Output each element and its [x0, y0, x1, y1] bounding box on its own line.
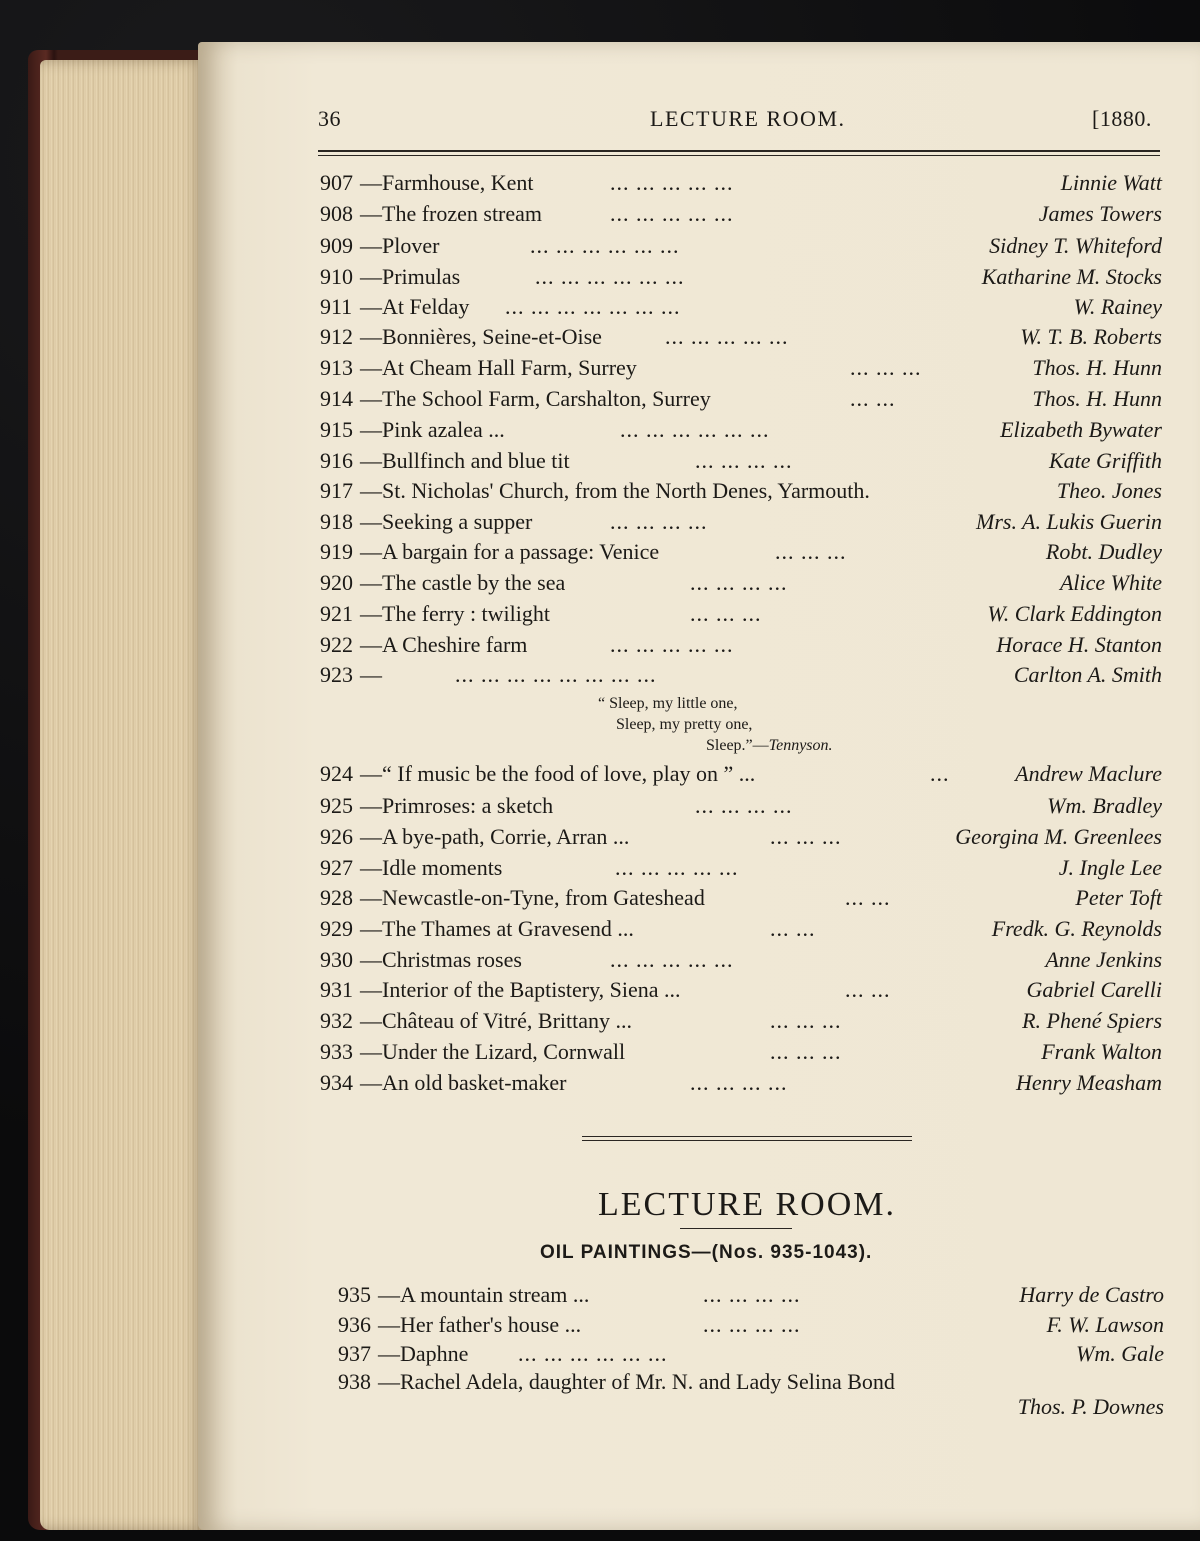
entry-number: 929	[320, 916, 353, 941]
catalogue-entry	[320, 975, 1162, 1005]
leader-dots: ... ... ...	[690, 601, 762, 626]
entry-title: —Rachel Adela, daughter of Mr. N. and Lady Selina Bond	[378, 1369, 895, 1394]
leader-dots: ... ... ... ...	[690, 1070, 788, 1095]
catalogue-entry	[320, 199, 1162, 229]
entry-artist: Elizabeth Bywater	[1000, 417, 1162, 442]
leader-dots: ... ... ... ...	[695, 793, 793, 818]
entry-title-text: “ If music be the food of love, play on ” ...	[382, 761, 756, 786]
entry-number: 935	[338, 1282, 371, 1307]
entry-title-text: The castle by the sea	[382, 570, 566, 595]
entry-number: 938	[338, 1369, 371, 1394]
catalogue-entry	[320, 1068, 1162, 1098]
leader-dots: ... ... ... ... ... ...	[518, 1341, 668, 1366]
entry-title: —The ferry : twilight	[360, 601, 551, 626]
entry-artist: Theo. Jones	[1056, 478, 1162, 503]
page-number: 36	[318, 106, 341, 131]
entry-number: 933	[320, 1039, 353, 1064]
entry-title-text: Interior of the Baptistery, Siena ...	[382, 977, 681, 1002]
entry-title-text: Under the Lizard, Cornwall	[382, 1039, 626, 1064]
leader-dots: ... ... ... ... ...	[610, 170, 734, 195]
entry-number: 908	[320, 201, 353, 226]
catalogue-entry-artist-line	[338, 1392, 1164, 1422]
entry-title: —Under the Lizard, Cornwall	[360, 1039, 626, 1064]
entry-title-text: The School Farm, Carshalton, Surrey	[382, 386, 711, 411]
entry-number: 924	[320, 761, 353, 786]
catalogue-entry	[320, 914, 1162, 944]
leader-dots: ... ... ...	[770, 824, 842, 849]
catalogue-entry	[320, 415, 1162, 445]
catalogue-entry	[320, 168, 1162, 198]
entry-number: 932	[320, 1008, 353, 1033]
entry-title-text: Primulas	[382, 264, 461, 289]
leader-dots: ... ... ... ... ...	[665, 324, 789, 349]
quote-line	[706, 735, 833, 756]
entry-number: 917	[320, 478, 353, 503]
entry-title-text: St. Nicholas' Church, from the North Denes, Yarmouth.	[382, 478, 870, 503]
entry-artist: Horace H. Stanton	[996, 632, 1162, 657]
entry-title: —Primulas	[360, 264, 461, 289]
entry-artist: Thos. P. Downes	[1017, 1394, 1164, 1419]
entry-number: 914	[320, 386, 353, 411]
entry-title-text: Daphne	[400, 1341, 469, 1366]
entry-title: —	[360, 662, 382, 687]
entry-number: 909	[320, 233, 353, 258]
entry-number: 919	[320, 539, 353, 564]
catalogue-entry	[338, 1310, 1164, 1340]
catalogue-entry	[320, 231, 1162, 261]
leader-dots: ... ... ... ... ...	[610, 947, 734, 972]
entry-title: —The Thames at Gravesend ...	[360, 916, 634, 941]
quote-text: Sleep.”—	[706, 737, 769, 754]
entry-title: —Her father's house ...	[378, 1312, 582, 1337]
catalogue-entry	[320, 507, 1162, 537]
entry-artist: Gabriel Carelli	[1026, 977, 1162, 1002]
entry-number: 922	[320, 632, 353, 657]
page-edges	[40, 60, 205, 1530]
entry-artist: W. Rainey	[1073, 294, 1162, 319]
catalogue-entry	[320, 759, 1162, 789]
entry-artist: Anne Jenkins	[1045, 947, 1162, 972]
entry-artist: W. T. B. Roberts	[1020, 324, 1162, 349]
entry-title: —Daphne	[378, 1341, 469, 1366]
entry-title: —The frozen stream	[360, 201, 543, 226]
entry-title-text: Primroses: a sketch	[382, 793, 554, 818]
catalogue-entry	[320, 446, 1162, 476]
entry-number: 925	[320, 793, 353, 818]
entry-title: —St. Nicholas' Church, from the North Denes, Yarmouth.	[360, 478, 870, 503]
entry-title-text: Seeking a supper	[382, 509, 533, 534]
entry-title-text: A mountain stream ...	[400, 1282, 590, 1307]
entry-number: 931	[320, 977, 353, 1002]
entry-number: 915	[320, 417, 353, 442]
entry-title-text: The Thames at Gravesend ...	[382, 916, 634, 941]
catalogue-entry	[320, 1006, 1162, 1036]
entry-title-text: A Cheshire farm	[382, 632, 528, 657]
entry-title: —Pink azalea ...	[360, 417, 505, 442]
entry-title-text: Rachel Adela, daughter of Mr. N. and Lady Selina Bond	[400, 1369, 895, 1394]
entry-title-text: The frozen stream	[382, 201, 543, 226]
entry-artist: Peter Toft	[1075, 885, 1162, 910]
entry-artist: Katharine M. Stocks	[981, 264, 1162, 289]
entry-title: —A Cheshire farm	[360, 632, 528, 657]
catalogue-entry	[320, 853, 1162, 883]
running-title: LECTURE ROOM.	[650, 106, 846, 131]
leader-dots: ... ...	[845, 885, 891, 910]
entry-number: 913	[320, 355, 353, 380]
leader-dots: ... ... ...	[775, 539, 847, 564]
leader-dots: ... ... ... ...	[610, 509, 708, 534]
entry-artist: J. Ingle Lee	[1058, 855, 1162, 880]
entry-title: —The School Farm, Carshalton, Surrey	[360, 386, 711, 411]
entry-title: —Seeking a supper	[360, 509, 533, 534]
entry-number: 921	[320, 601, 353, 626]
entry-artist: Alice White	[1059, 570, 1162, 595]
leader-dots: ... ... ...	[850, 355, 922, 380]
catalogue-entry	[338, 1280, 1164, 1310]
catalogue-entry	[320, 384, 1162, 414]
entry-artist: Harry de Castro	[1019, 1282, 1164, 1307]
leader-dots: ... ...	[850, 386, 896, 411]
entry-artist: W. Clark Eddington	[987, 601, 1162, 626]
entry-title: —Bullfinch and blue tit	[360, 448, 570, 473]
entry-artist: Fredk. G. Reynolds	[991, 916, 1162, 941]
leader-dots: ... ... ...	[770, 1039, 842, 1064]
entry-title: —Bonnières, Seine-et-Oise	[360, 324, 602, 349]
entry-artist: Thos. H. Hunn	[1032, 355, 1162, 380]
entry-artist: Linnie Watt	[1060, 170, 1162, 195]
entry-title: —Idle moments	[360, 855, 503, 880]
entry-title-text: Château of Vitré, Brittany ...	[382, 1008, 632, 1033]
entry-title: —Christmas roses	[360, 947, 522, 972]
leader-dots: ... ... ...	[770, 1008, 842, 1033]
catalogue-entry	[320, 791, 1162, 821]
entry-number: 937	[338, 1341, 371, 1366]
catalogue-entry	[320, 262, 1162, 292]
catalogue-entry	[320, 599, 1162, 629]
entry-number: 926	[320, 824, 353, 849]
entry-title-text: Pink azalea ...	[382, 417, 505, 442]
catalogue-entry	[320, 822, 1162, 852]
entry-artist: Mrs. A. Lukis Guerin	[976, 509, 1162, 534]
leader-dots: ... ... ... ... ... ... ...	[505, 294, 681, 319]
catalogue-entry	[320, 1037, 1162, 1067]
leader-dots: ... ... ... ... ... ... ... ...	[455, 662, 657, 687]
leader-dots: ... ... ... ... ... ...	[620, 417, 770, 442]
leader-dots: ... ... ... ... ...	[615, 855, 739, 880]
entry-title: —At Cheam Hall Farm, Surrey	[360, 355, 637, 380]
entry-title-text: Farmhouse, Kent	[382, 170, 534, 195]
entry-title: —Château of Vitré, Brittany ...	[360, 1008, 632, 1033]
entry-artist: R. Phené Spiers	[1022, 1008, 1162, 1033]
entry-artist: F. W. Lawson	[1046, 1312, 1164, 1337]
entry-title-text: Plover	[382, 233, 440, 258]
entry-number: 927	[320, 855, 353, 880]
leader-dots: ... ... ... ...	[703, 1312, 801, 1337]
catalogue-entry	[320, 322, 1162, 352]
entry-title-text: At Felday	[382, 294, 470, 319]
entry-number: 934	[320, 1070, 353, 1095]
section-subtitle: OIL PAINTINGS—(Nos. 935-1043).	[540, 1242, 873, 1263]
entry-title: —“ If music be the food of love, play on ” ...	[360, 761, 756, 786]
entry-number: 928	[320, 885, 353, 910]
entry-artist: Wm. Gale	[1076, 1341, 1164, 1366]
entry-title-text: Bullfinch and blue tit	[382, 448, 570, 473]
catalogue-entry	[320, 353, 1162, 383]
entry-artist: James Towers	[1038, 201, 1162, 226]
leader-dots: ... ...	[770, 916, 816, 941]
quote-line: “ Sleep, my little one,	[598, 695, 738, 712]
entry-number: 912	[320, 324, 353, 349]
leader-dots: ... ... ... ... ...	[610, 201, 734, 226]
entry-number: 920	[320, 570, 353, 595]
catalogue-entry	[338, 1339, 1164, 1369]
section-title: LECTURE ROOM.	[598, 1186, 896, 1223]
leader-dots: ... ... ... ...	[690, 570, 788, 595]
quote-attribution: Tennyson.	[768, 737, 833, 754]
entry-title: —A bargain for a passage: Venice	[360, 539, 660, 564]
quote-line: Sleep, my pretty one,	[616, 716, 753, 733]
section-title-underline	[680, 1228, 792, 1229]
entry-artist: Frank Walton	[1041, 1039, 1162, 1064]
catalogue-entry	[320, 630, 1162, 660]
entry-title: —Plover	[360, 233, 440, 258]
entry-title: —Farmhouse, Kent	[360, 170, 534, 195]
leader-dots: ...	[930, 761, 950, 786]
leader-dots: ... ...	[845, 977, 891, 1002]
entry-title-text: Bonnières, Seine-et-Oise	[382, 324, 602, 349]
entry-title-text: A bye-path, Corrie, Arran ...	[382, 824, 630, 849]
entry-title: —Interior of the Baptistery, Siena ...	[360, 977, 681, 1002]
entry-artist: Andrew Maclure	[1015, 761, 1162, 786]
leader-dots: ... ... ... ...	[695, 448, 793, 473]
header-rule	[318, 150, 1160, 156]
entry-number: 907	[320, 170, 353, 195]
entry-artist: Georgina M. Greenlees	[955, 824, 1162, 849]
entry-title-text: Her father's house ...	[400, 1312, 582, 1337]
entry-number: 930	[320, 947, 353, 972]
catalogue-entry	[320, 883, 1162, 913]
entry-number: 911	[320, 294, 353, 319]
entry-artist: Henry Measham	[1015, 1070, 1162, 1095]
entry-title-text: A bargain for a passage: Venice	[382, 539, 660, 564]
catalogue-entry	[320, 660, 1162, 690]
leader-dots: ... ... ... ... ...	[610, 632, 734, 657]
entry-number: 916	[320, 448, 353, 473]
entry-title: —At Felday	[360, 294, 470, 319]
entry-title-text: Idle moments	[382, 855, 503, 880]
entry-title: —Primroses: a sketch	[360, 793, 554, 818]
entry-number: 910	[320, 264, 353, 289]
entry-title: —A bye-path, Corrie, Arran ...	[360, 824, 630, 849]
entry-title-text: Christmas roses	[382, 947, 522, 972]
entry-title: —The castle by the sea	[360, 570, 566, 595]
entry-title: —Newcastle-on-Tyne, from Gateshead	[360, 885, 705, 910]
entry-title-text: An old basket-maker	[382, 1070, 567, 1095]
entry-title-text: At Cheam Hall Farm, Surrey	[382, 355, 637, 380]
entry-title: —An old basket-maker	[360, 1070, 567, 1095]
entry-artist: Thos. H. Hunn	[1032, 386, 1162, 411]
entry-number: 936	[338, 1312, 371, 1337]
entry-number: 918	[320, 509, 353, 534]
leader-dots: ... ... ... ...	[703, 1282, 801, 1307]
entry-title-text: The ferry : twilight	[382, 601, 551, 626]
catalogue-entry	[320, 945, 1162, 975]
entry-artist: Robt. Dudley	[1045, 539, 1162, 564]
catalogue-entry	[320, 568, 1162, 598]
entry-artist: Sidney T. Whiteford	[989, 233, 1162, 258]
entry-title-text: Newcastle-on-Tyne, from Gateshead	[382, 885, 705, 910]
entry-number: 923	[320, 662, 353, 687]
running-year: [1880.	[1092, 106, 1152, 131]
catalogue-entry	[320, 476, 1162, 506]
entry-artist: Wm. Bradley	[1047, 793, 1162, 818]
entry-title: —A mountain stream ...	[378, 1282, 590, 1307]
leader-dots: ... ... ... ... ... ...	[530, 233, 680, 258]
entry-artist: Carlton A. Smith	[1013, 662, 1162, 687]
catalogue-entry	[320, 292, 1162, 322]
leader-dots: ... ... ... ... ... ...	[535, 264, 685, 289]
section-divider	[582, 1136, 912, 1141]
catalogue-entry	[320, 537, 1162, 567]
entry-artist: Kate Griffith	[1048, 448, 1162, 473]
